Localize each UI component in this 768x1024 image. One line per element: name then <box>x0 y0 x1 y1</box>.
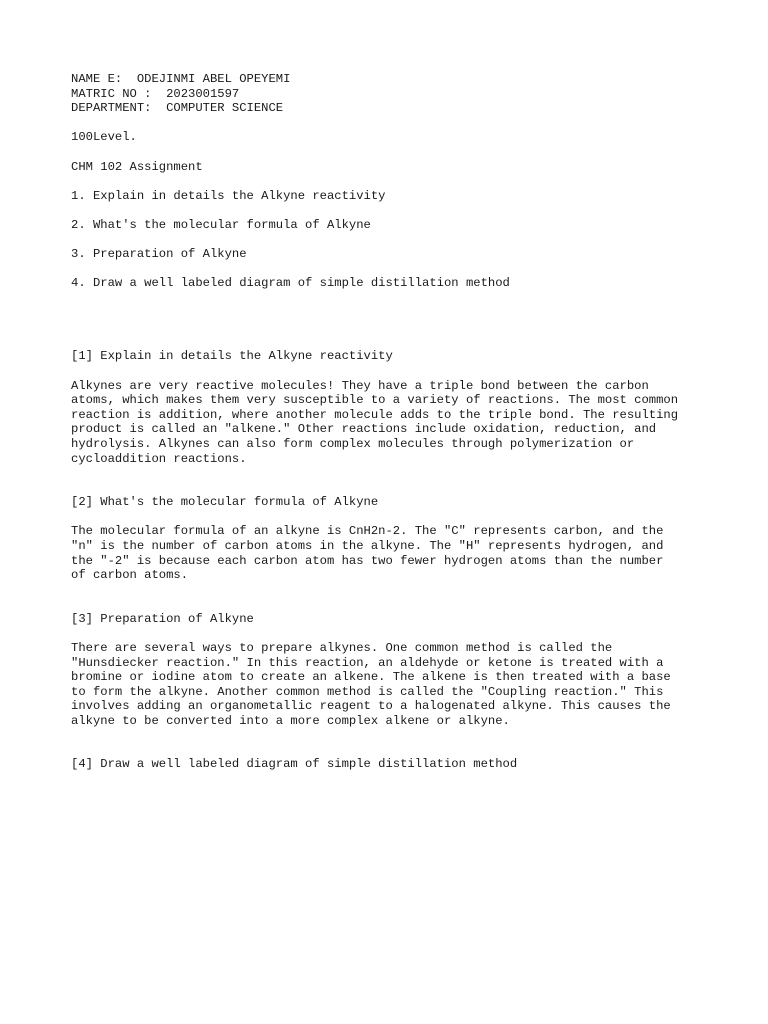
level-line: 100Level. <box>71 130 137 145</box>
answer-line: cycloaddition reactions. <box>71 451 247 466</box>
course-title: CHM 102 Assignment <box>71 159 203 174</box>
answer-line: to form the alkyne. Another common method is called the "Coupling reaction." This <box>71 684 664 699</box>
answer-line: reaction is addition, where another molecule adds to the triple bond. The resulting <box>71 407 679 422</box>
student-info <box>71 72 711 116</box>
answer-line: bromine or iodine atom to create an alkene. The alkene is then treated with a base <box>71 670 671 685</box>
document-page <box>71 72 711 772</box>
answer-body <box>71 641 711 729</box>
answer-body <box>71 379 711 467</box>
answer-line: the "-2" is because each carbon atom has two fewer hydrogen atoms than the number <box>71 553 664 568</box>
question-item: 1. Explain in details the Alkyne reactivity <box>71 188 386 203</box>
answer-line: "n" is the number of carbon atoms in the alkyne. The "H" represents hydrogen, and <box>71 538 664 553</box>
department-line: DEPARTMENT: COMPUTER SCIENCE <box>71 101 284 116</box>
answer-line: There are several ways to prepare alkynes. One common method is called the <box>71 640 613 655</box>
answer-heading: [4] Draw a well labeled diagram of simple distillation method <box>71 757 518 772</box>
answer-section-2 <box>71 495 711 583</box>
answer-line: The molecular formula of an alkyne is CnH2n-2. The "C" represents carbon, and the <box>71 524 664 539</box>
answer-section-3 <box>71 612 711 729</box>
answer-section-1 <box>71 349 711 466</box>
answer-line: atoms, which makes them very susceptible to a variety of reactions. The most common <box>71 393 679 408</box>
answer-line: of carbon atoms. <box>71 568 189 583</box>
question-list <box>71 189 711 291</box>
answer-line: alkyne to be converted into a more complex alkene or alkyne. <box>71 713 510 728</box>
answer-line: product is called an "alkene." Other reactions include oxidation, reduction, and <box>71 422 657 437</box>
answer-line: involves adding an organometallic reagent to a halogenated alkyne. This causes the <box>71 699 671 714</box>
answer-line: "Hunsdiecker reaction." In this reaction, an aldehyde or ketone is treated with a <box>71 655 664 670</box>
question-item: 3. Preparation of Alkyne <box>71 247 247 262</box>
question-item: 2. What's the molecular formula of Alkyne <box>71 217 371 232</box>
answer-line: Alkynes are very reactive molecules! They have a triple bond between the carbon <box>71 378 649 393</box>
answer-section-4 <box>71 757 711 772</box>
answer-line: hydrolysis. Alkynes can also form complex molecules through polymerization or <box>71 436 635 451</box>
question-item: 4. Draw a well labeled diagram of simple distillation method <box>71 276 510 291</box>
answer-heading: [2] What's the molecular formula of Alkyne <box>71 495 379 510</box>
answer-heading: [3] Preparation of Alkyne <box>71 611 254 626</box>
answer-body <box>71 524 711 582</box>
matric-line: MATRIC NO : 2023001597 <box>71 86 240 101</box>
answer-heading: [1] Explain in details the Alkyne reactivity <box>71 349 393 364</box>
name-line: NAME E: ODEJINMI ABEL OPEYEMI <box>71 72 291 86</box>
